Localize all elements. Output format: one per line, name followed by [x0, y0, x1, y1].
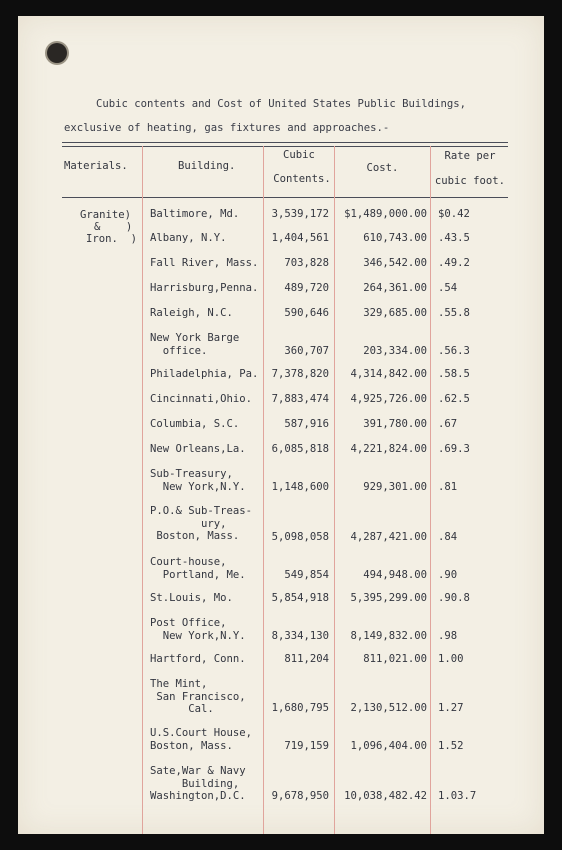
header-building: Building. [178, 160, 236, 172]
header-rule-top-2 [62, 146, 508, 147]
rate-value: .84 [438, 531, 458, 543]
rate-value: .43.5 [438, 232, 470, 244]
building-name: Philadelphia, Pa. [150, 368, 259, 380]
rate-value: 1.00 [438, 653, 464, 665]
building-name: Post Office, [150, 617, 227, 629]
cubic-contents: 1,148,600 [271, 481, 329, 493]
rate-value: .90.8 [438, 592, 470, 604]
building-name: Cincinnati,Ohio. [150, 393, 253, 405]
header-materials: Materials. [64, 160, 128, 172]
rate-value: .58.5 [438, 368, 470, 380]
cubic-contents: 703,828 [284, 257, 329, 269]
punch-hole [47, 43, 67, 63]
building-name: Cal. [150, 703, 214, 715]
cubic-contents: 811,204 [284, 653, 329, 665]
building-name: Sub-Treasury, [150, 468, 233, 480]
cubic-contents: 5,854,918 [271, 592, 329, 604]
building-name: The Mint, [150, 678, 208, 690]
cost-value: 811,021.00 [363, 653, 427, 665]
materials-note-line1: Granite) [80, 209, 132, 221]
cost-value: 391,780.00 [363, 418, 427, 430]
cost-value: $1,489,000.00 [344, 208, 427, 220]
cubic-contents: 7,378,820 [271, 368, 329, 380]
cost-value: 494,948.00 [363, 569, 427, 581]
rate-value: .56.3 [438, 345, 470, 357]
building-name: Boston, Mass. [150, 739, 233, 752]
cost-value: 610,743.00 [363, 232, 427, 244]
cubic-contents: 3,539,172 [271, 208, 329, 220]
cost-value: 346,542.00 [363, 257, 427, 269]
rate-value: .98 [438, 630, 458, 642]
building-name: New York Barge [150, 332, 240, 344]
building-name: Raleigh, N.C. [150, 307, 233, 319]
building-name: San Francisco, [150, 690, 246, 703]
rate-value: .62.5 [438, 393, 470, 405]
cubic-contents: 1,404,561 [271, 232, 329, 244]
building-name: Hartford, Conn. [150, 653, 246, 665]
cost-value: 8,149,832.00 [350, 630, 427, 642]
building-name: New Orleans,La. [150, 443, 246, 455]
cost-value: 264,361.00 [363, 282, 427, 294]
rate-value: 1.27 [438, 702, 464, 714]
building-name: Sate,War & Navy [150, 765, 246, 777]
cubic-contents: 549,854 [284, 569, 329, 581]
building-name: Fall River, Mass. [150, 257, 259, 269]
document-page [18, 16, 544, 834]
building-name: New York,N.Y. [150, 480, 246, 493]
building-name: New York,N.Y. [150, 629, 246, 642]
rate-value: .67 [438, 418, 458, 430]
building-name: U.S.Court House, [150, 727, 253, 739]
cost-value: 329,685.00 [363, 307, 427, 319]
cost-value: 4,314,842.00 [350, 368, 427, 380]
building-name: office. [150, 344, 208, 357]
building-name: Columbia, S.C. [150, 418, 240, 430]
cost-value: 203,334.00 [363, 345, 427, 357]
header-cost: Cost. [366, 162, 399, 174]
cost-value: 4,925,726.00 [350, 393, 427, 405]
building-name: Washington,D.C. [150, 790, 246, 802]
cubic-contents: 7,883,474 [271, 393, 329, 405]
cubic-contents: 6,085,818 [271, 443, 329, 455]
cost-value: 5,395,299.00 [350, 592, 427, 604]
building-name: P.O.& Sub-Treas- [150, 505, 253, 517]
cost-value: 4,221,824.00 [350, 443, 427, 455]
rate-value: .55.8 [438, 307, 470, 319]
cubic-contents: 489,720 [284, 282, 329, 294]
building-name: Boston, Mass. [150, 530, 240, 542]
building-name: St.Louis, Mo. [150, 592, 233, 604]
header-cubic-line2: Contents. [273, 173, 331, 185]
title-line-2: exclusive of heating, gas fixtures and approaches.- [64, 122, 390, 134]
cost-value: 10,038,482.42 [344, 790, 427, 802]
cubic-contents: 360,707 [284, 345, 329, 357]
header-rate-line2: cubic foot. [434, 175, 506, 187]
rate-value: .54 [438, 282, 458, 294]
materials-note-line2: & ) [94, 221, 133, 233]
rate-value: .69.3 [438, 443, 470, 455]
building-name: Baltimore, Md. [150, 208, 240, 220]
cubic-contents: 590,646 [284, 307, 329, 319]
rate-value: .81 [438, 481, 458, 493]
cubic-contents: 1,680,795 [271, 702, 329, 714]
title-line-1: Cubic contents and Cost of United States Public Buildings, [96, 98, 466, 110]
building-name: Albany, N.Y. [150, 232, 227, 244]
building-name: ury, [150, 517, 227, 530]
cost-value: 1,096,404.00 [350, 740, 427, 752]
cubic-contents: 5,098,058 [271, 531, 329, 543]
header-rule-bottom [62, 197, 508, 198]
header-rule-top [62, 142, 508, 143]
cubic-contents: 587,916 [284, 418, 329, 430]
rate-value: .90 [438, 569, 458, 581]
column-divider-4 [430, 146, 431, 834]
building-name: Court-house, [150, 556, 227, 568]
cubic-contents: 719,159 [284, 740, 329, 752]
rate-value: $0.42 [438, 208, 470, 220]
cubic-contents: 8,334,130 [271, 630, 329, 642]
building-name: Portland, Me. [150, 568, 246, 581]
building-name: Building, [150, 777, 240, 790]
cost-value: 929,301.00 [363, 481, 427, 493]
column-divider-1 [142, 146, 143, 834]
rate-value: .49.2 [438, 257, 470, 269]
materials-note-line3: Iron. ) [86, 233, 138, 245]
rate-value: 1.52 [438, 740, 464, 752]
cost-value: 2,130,512.00 [350, 702, 427, 714]
cost-value: 4,287,421.00 [350, 531, 427, 543]
building-name: Harrisburg,Penna. [150, 282, 259, 294]
header-rate-line1: Rate per [444, 150, 496, 162]
rate-value: 1.03.7 [438, 790, 477, 802]
cubic-contents: 9,678,950 [271, 790, 329, 802]
header-cubic-line1: Cubic [283, 149, 315, 161]
